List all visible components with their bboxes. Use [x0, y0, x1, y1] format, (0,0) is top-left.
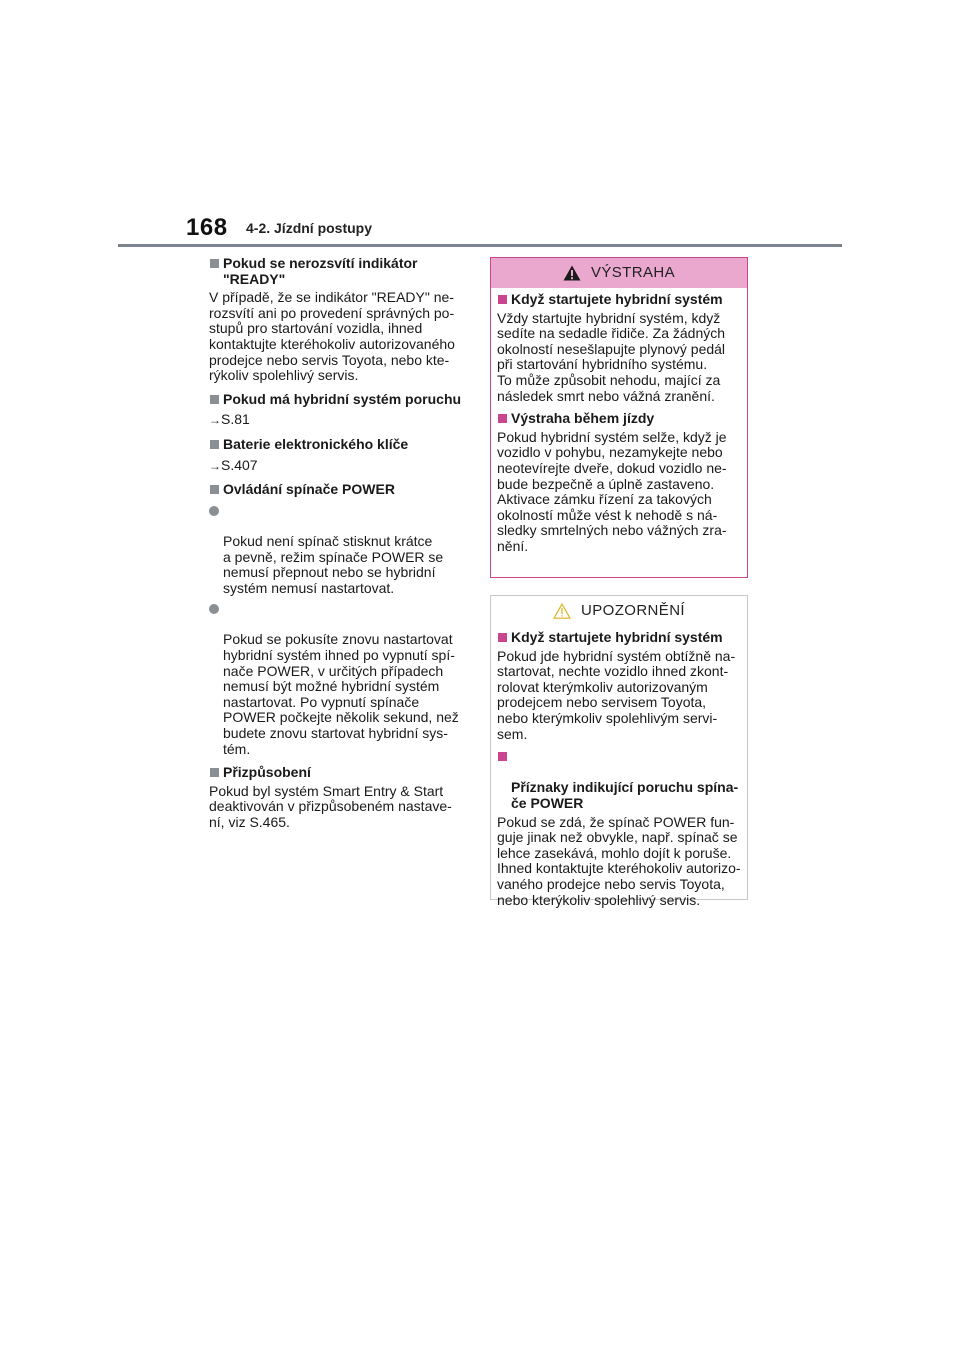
paragraph: Pokud jde hybridní systém obtížně na- startovat, nechte vozidlo ihned zkont- rolovat kterýmkoliv autorizovaným prodejcem nebo servisem Toyota, nebo kterýmkoliv spolehlivým servi- sem. — [497, 647, 736, 742]
round-bullet-icon — [209, 604, 219, 614]
section-customization — [209, 765, 467, 830]
section-heading — [209, 256, 467, 287]
heading-text: Příznaky indikující poruchu spína- če POWER — [511, 779, 739, 811]
warning-header — [491, 258, 747, 288]
header-divider — [118, 244, 842, 247]
section-hybrid-malfunction — [209, 392, 467, 429]
heading-text: Přizpůsobení — [223, 764, 311, 781]
paragraph: Pokud se zdá, že spínač POWER fun- guje jinak než obvykle, např. spínač se lehce zasekává, mohlo dojít k poruše. Ihned kontaktujte kteréhokoliv autorizo- vaného prodejce nebo servis Toyota, nebo kterýkoliv spolehlivý servis. — [497, 813, 741, 908]
caution-title: UPOZORNĚNÍ — [580, 602, 685, 620]
square-bullet-icon — [210, 440, 219, 449]
heading-text: Když startujete hybridní systém — [511, 291, 723, 307]
heading-text: Pokud má hybridní systém poruchu — [223, 390, 462, 407]
section-heading — [497, 292, 742, 308]
paragraph: Pokud byl systém Smart Entry & Start deaktivován v přizpůsobeném nastave- ní, viz S.465. — [209, 782, 452, 830]
warning-item — [497, 292, 742, 404]
warning-body — [491, 288, 747, 555]
arrow-right-icon: → — [209, 413, 221, 428]
warning-triangle-icon — [563, 265, 581, 281]
square-bullet-icon — [210, 259, 219, 268]
section-heading — [209, 765, 467, 781]
list-item — [209, 601, 467, 757]
section-heading — [497, 749, 742, 811]
square-bullet-icon — [210, 768, 219, 777]
heading-text: Pokud se nerozsvítí indikátor "READY" — [223, 255, 418, 287]
arrow-right-icon: → — [209, 458, 221, 473]
heading-text: Výstraha během jízdy — [511, 410, 655, 427]
heading-text: Baterie elektronického klíče — [223, 435, 409, 452]
page-reference — [209, 412, 467, 429]
reference-link[interactable]: S.81 — [221, 411, 250, 428]
round-bullet-icon — [209, 506, 219, 516]
caution-item — [497, 749, 742, 908]
caution-header — [491, 596, 747, 626]
paragraph: Pokud hybridní systém selže, když je vozidlo v pohybu, nezamykejte nebo neotevírejte dveře, dokud vozidlo ne- bude bezpečně a úplně zastaveno. Aktivace zámku řízení za takových okolností může vést k nehodě s ná- sledky smrtelných nebo vážných zra- nění. — [497, 428, 727, 554]
warning-box — [490, 257, 748, 578]
square-bullet-icon — [210, 485, 219, 494]
caution-body — [491, 626, 747, 908]
heading-text: Když startujete hybridní systém — [511, 629, 723, 645]
main-column — [209, 256, 467, 839]
page-reference — [209, 458, 467, 475]
square-bullet-icon — [498, 414, 507, 423]
caution-item — [497, 630, 742, 742]
caution-box — [490, 595, 748, 908]
caution-triangle-icon — [553, 603, 571, 619]
square-bullet-icon — [498, 752, 507, 761]
page-number: 168 — [186, 214, 228, 241]
section-heading — [209, 392, 467, 408]
square-bullet-icon — [210, 395, 219, 404]
section-heading — [209, 482, 467, 498]
section-key-battery — [209, 437, 467, 474]
list-item-text: Pokud není spínač stisknut krátce a pevně, režim spínače POWER se nemusí přepnout nebo se hybridní systém nemusí nastartovat. — [223, 532, 444, 596]
reference-link[interactable]: S.407 — [221, 456, 258, 473]
section-title: 4-2. Jízdní postupy — [246, 220, 373, 236]
square-bullet-icon — [498, 295, 507, 304]
heading-text: Ovládání spínače POWER — [223, 481, 395, 498]
section-heading — [497, 630, 742, 646]
section-heading — [209, 437, 467, 453]
paragraph: Vždy startujte hybridní systém, když sedíte na sedadle řidiče. Za žádných okolností nesešlapujte plynový pedál při startování hybridního systému. To může způsobit nehodu, mající za následek smrt nebo vážná zranění. — [497, 309, 726, 404]
warning-item — [497, 411, 742, 554]
section-heading — [497, 411, 742, 427]
section-ready-indicator — [209, 256, 467, 384]
warning-title: VÝSTRAHA — [590, 264, 676, 282]
square-bullet-icon — [498, 633, 507, 642]
list-item-text: Pokud se pokusíte znovu nastartovat hybridní systém ihned po vypnutí spí- nače POWER, v určitých případech nemusí být možné hybridní systém nastartovat. Po vypnutí spínače POWER počkejte několik sekund, než budete znovu startovat hybridní sys- tém. — [223, 631, 459, 757]
list-item — [209, 503, 467, 597]
section-power-switch — [209, 482, 467, 757]
paragraph: V případě, že se indikátor "READY" ne- rozsvítí ani po provedení správných po- stupů pro startování vozidla, ihned kontaktujte kteréhokoliv autorizovaného prodejce nebo servis Toyota, nebo kte- rýkoliv spolehlivý servis. — [209, 289, 455, 384]
